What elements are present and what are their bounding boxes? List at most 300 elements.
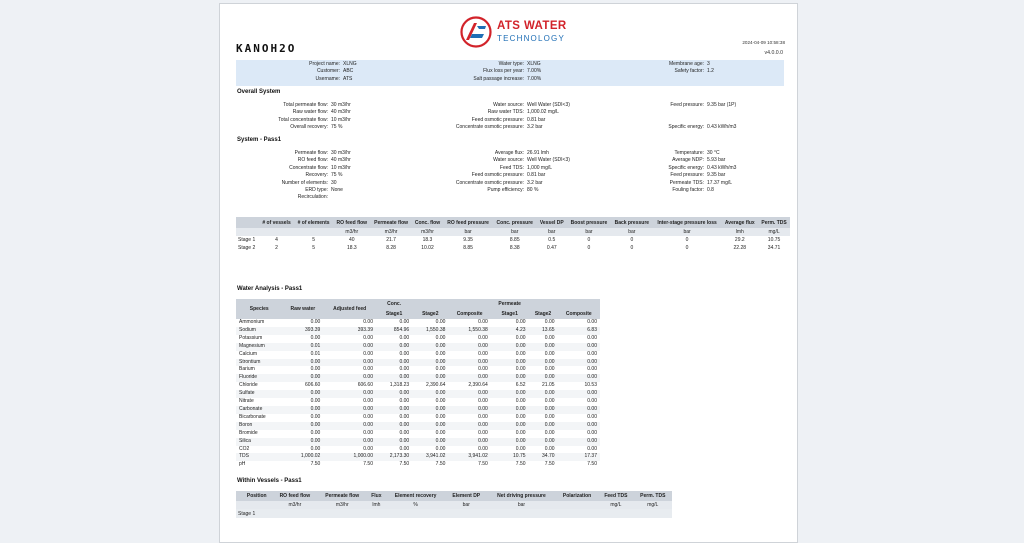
table-cell: 0.00 [529,406,558,414]
table-cell: 21.05 [542,382,555,389]
table-cell: 0.00 [478,445,488,452]
unit-cell [294,228,333,236]
table-cell: 7.50 [363,461,373,468]
col-header [236,217,259,228]
table-cell: 0.01 [282,343,323,351]
unit-cell [259,228,294,236]
table-row [236,335,600,343]
table-cell: 0.00 [412,438,448,446]
table-cell: 34.70 [529,453,558,461]
table-cell: 0 [587,245,591,251]
pass1-spec-energy-label: Specific energy: [668,164,704,171]
table-cell: 0.00 [515,413,526,420]
pass1-ndp-value: 5.93 bar [707,157,726,164]
pass1-feed-pressure-value: 9.35 bar [707,172,726,179]
table-cell: 0.00 [515,366,526,373]
table-cell: 0.00 [363,334,373,341]
table-cell: 0.00 [399,350,410,357]
table-cell: 0.00 [491,343,529,351]
username-label: Username: [315,75,340,82]
pass1-feed-osm-value: 0.81 bar [527,172,546,179]
col-header: Position [241,491,272,501]
row-label: Barium [239,366,255,373]
unit-cell: mg/L [634,501,672,509]
table-cell: 1,000.02 [282,453,323,461]
overall-col1 [278,102,351,132]
table-cell: 0.00 [412,390,448,398]
unit-cell: m3/hr [333,228,370,236]
pass1-recovery-label: Recovery: [305,172,328,179]
table-cell: 6.83 [558,327,600,335]
table-row [236,414,600,422]
col-header: Stage1 [491,309,529,319]
table-cell: 0.00 [515,429,526,436]
table-cell: 10.75 [767,237,781,243]
table-cell: 0.00 [412,343,448,351]
col-header: Stage2 [412,309,448,319]
table-cell: 3,941.02 [412,453,448,461]
table-cell: 0.00 [448,374,490,382]
col-header: # of elements [294,217,333,228]
table-cell: 0 [685,237,689,243]
table-cell: 0.00 [529,359,558,367]
row-label: Potassium [239,334,263,341]
system-pass1-title: System - Pass1 [237,137,282,143]
table-row [236,509,672,518]
table-row [236,343,600,351]
salt-passage-value: 7.00% [527,75,542,82]
overall-raw-flow-value: 40 m3/hr [331,109,351,116]
stage-table-units [236,228,790,236]
col-header: Composite [558,309,600,319]
table-cell: 0.00 [323,406,376,414]
flux-loss-label: Flux loss per year: [483,68,524,75]
row-label: Sodium [236,327,282,335]
pass1-conc-flow-label: Concentrate flow: [289,164,328,171]
table-row [236,438,600,446]
table-cell: 0.01 [310,350,321,357]
table-cell: 0.00 [515,334,526,341]
salt-passage-label: Salt passage increase: [473,75,524,82]
table-cell: 0.00 [376,406,412,414]
table-cell: 0.00 [491,359,529,367]
table-cell: 0.00 [478,319,488,325]
table-cell: 0 [587,237,591,243]
row-label: Stage 2 [238,245,256,251]
table-cell: 0.00 [448,406,490,414]
unit-cell: bar [493,228,537,236]
table-cell: 0.00 [491,438,529,446]
col-header: Back pressure [611,217,653,228]
table-cell: 0.00 [544,319,555,325]
table-row [236,461,600,469]
unit-cell: bar [445,501,487,509]
table-row [236,382,600,390]
unit-cell: lmh [721,228,758,236]
col-header: Composite [448,309,490,319]
water-type-label: Water type: [498,61,524,67]
unit-cell: lmh [367,501,386,509]
table-cell: 0.00 [544,429,555,436]
table-cell: 7.50 [515,461,526,468]
water-analysis-title: Water Analysis - Pass1 [237,286,303,292]
overall-conc-osm-value: 3.2 bar [527,124,543,131]
table-cell: 7.50 [435,461,446,468]
table-cell: 0.00 [282,374,323,382]
col-header: Species [236,299,282,319]
table-cell: 0.00 [529,438,558,446]
table-row [236,319,600,327]
table-cell: 0.00 [491,390,529,398]
table-cell: 0.00 [435,429,446,436]
membrane-age-value: 3 [707,61,710,67]
pass1-fouling-label: Fouling factor: [672,187,704,194]
table-cell: 0.00 [587,413,597,420]
pass1-col1 [281,150,351,201]
table-cell: 40 [349,237,355,243]
pass1-temp-value: 30 °C [707,150,720,156]
overall-conc-flow-value: 10 m3/hr [331,116,351,123]
table-cell: 0.00 [478,429,488,436]
table-cell: 9.35 [463,237,473,243]
table-cell: 0.47 [546,245,557,251]
table-cell: 0.00 [558,359,600,367]
table-cell: 0.00 [376,359,412,367]
logo-line2: TECHNOLOGY [497,33,566,43]
table-row [236,390,600,398]
project-info-col1 [309,61,357,83]
pass1-temp-label: Temperature: [674,150,704,156]
table-cell: 0.00 [587,334,597,341]
table-row [236,446,600,454]
table-cell: 0.00 [587,398,597,405]
col-header: Permeate [491,299,529,309]
table-cell: 0.00 [310,366,321,373]
table-cell: 0.00 [376,438,412,446]
project-info-col3 [668,61,714,76]
table-cell: 17.37 [558,453,600,461]
pass1-avg-flux-label: Average flux: [494,150,524,156]
company-logo [460,13,567,51]
table-cell: 0.00 [435,413,446,420]
col-header [558,299,600,309]
pass1-elements-value: 30 [331,179,337,186]
col-header: Conc. pressure [493,217,537,228]
within-vessels-title: Within Vessels - Pass1 [237,478,302,484]
table-cell: 8.85 [463,245,473,251]
table-cell: 0.00 [412,374,448,382]
col-header: Permeate flow [317,491,367,501]
overall-raw-tds-label: Raw water TDS: [487,109,524,116]
table-cell: 6.52 [515,382,526,389]
unit-cell [236,228,259,236]
table-cell: 0.00 [558,343,600,351]
table-cell: 29.2 [734,237,745,243]
table-cell: 0.00 [376,343,412,351]
table-cell: 0.00 [529,390,558,398]
table-cell: 0.00 [558,374,600,382]
table-cell: 0.00 [515,398,526,405]
unit-cell: m3/hr [317,501,367,509]
pass1-water-source-value: Well Water (SDI<3) [527,157,570,164]
col-header: Vessel DP [537,217,567,228]
pass1-recovery-value: 75 % [331,172,343,179]
unit-cell: bar [537,228,567,236]
table-cell: 0.00 [544,398,555,405]
table-cell: 0.00 [363,398,373,405]
customer-label: Customer: [316,68,340,75]
table-cell: 0.00 [544,334,555,341]
table-cell: 0.00 [310,398,321,405]
table-cell: 0.00 [435,398,446,405]
table-cell: 0.00 [491,422,529,430]
table-cell: 0.00 [412,359,448,367]
col-header: Average flux [721,217,758,228]
table-cell: 1,550.38 [412,327,448,335]
overall-recovery-value: 75 % [331,124,343,131]
overall-recovery-label: Overall recovery: [290,124,328,131]
safety-factor-label: Safety factor: [674,68,704,75]
table-row [236,422,600,430]
row-label: Chloride [239,382,258,389]
project-name-label: Project name: [309,61,340,67]
pass1-perm-flow-value: 30 m3/hr [331,150,351,156]
table-cell: 0.00 [435,319,446,325]
stage-table-body [236,236,790,252]
table-cell: 21.7 [386,237,396,243]
table-cell: 0.00 [310,413,321,420]
table-cell: 8.28 [386,245,396,251]
col-header: Feed TDS [598,491,633,501]
table-cell: 0 [630,245,634,251]
col-header: Permeate flow [371,217,412,228]
row-label: Bromide [239,429,258,436]
table-cell: 2,390.64 [468,382,488,389]
logo-line1: ATS WATER [497,20,567,33]
overall-system-title: Overall System [237,89,281,95]
table-cell: 393.39 [282,327,323,335]
table-cell: 0.00 [587,445,597,452]
table-cell: 0.00 [399,319,410,325]
table-cell: 0.00 [323,438,376,446]
membrane-age-label: Membrane age: [668,61,704,67]
table-cell: 0.00 [558,406,600,414]
row-label: CO2 [239,445,250,452]
unit-cell: % [386,501,446,509]
pass1-perm-tds-label: Permeate TDS: [669,179,704,186]
table-row [236,327,600,335]
overall-water-source-value: Well Water (SDI<3) [527,102,570,108]
pass1-erd-value: None [331,187,343,194]
table-cell: 0.00 [323,359,376,367]
table-cell: 0.00 [363,445,373,452]
table-cell: 2 [275,245,278,251]
table-cell: 18.3 [346,245,357,251]
col-header: # of vessels [259,217,294,228]
overall-spec-energy-value: 0.43 kWh/m3 [707,124,737,131]
row-label: Ammonium [239,319,265,325]
pass1-col3 [668,150,737,194]
table-cell: 0.00 [448,343,490,351]
unit-cell [556,501,598,509]
pass1-perm-flow-label: Permeate flow: [294,150,328,156]
unit-cell: mg/L [758,228,790,236]
overall-feed-osm-value: 0.81 bar [527,116,546,123]
table-cell: 4 [275,237,278,243]
table-row [236,244,790,252]
unit-cell: bar [487,501,556,509]
table-cell: 606.60 [357,382,373,389]
table-cell: 34.71 [767,245,781,251]
water-type-value: XLNG [527,61,541,67]
unit-cell: bar [611,228,653,236]
overall-conc-osm-label: Concentrate osmotic pressure: [455,124,524,131]
overall-spec-energy-label: Specific energy: [668,124,704,131]
table-cell: 0.00 [363,366,373,373]
table-cell: 7.50 [544,461,555,468]
table-cell: 0.00 [529,422,558,430]
project-info-col2 [473,61,542,83]
overall-col3 [668,102,737,132]
row-label: Calcium [239,350,258,357]
pass1-conc-osm-label: Concentrate osmotic pressure: [455,179,524,186]
stage-summary-table [236,217,790,252]
table-cell: 0.00 [310,445,321,452]
flux-loss-value: 7.00% [527,68,542,75]
table-cell: 1,000.00 [323,453,376,461]
pass1-avg-flux-value: 26.91 lmh [527,150,549,156]
overall-feed-osm-label: Feed osmotic pressure: [471,116,524,123]
table-cell: 5 [312,237,315,243]
software-version: v4.0.0.0 [764,50,783,56]
col-header: Net driving pressure [487,491,556,501]
table-cell: 0.00 [399,413,410,420]
table-cell: 0.00 [448,359,490,367]
table-cell: 0.00 [323,343,376,351]
table-row [236,398,600,406]
username-value: ATS [343,75,353,82]
table-cell: 18.3 [422,237,433,243]
table-cell: 393.39 [323,327,376,335]
col-header [412,299,448,309]
stage-label: Stage 1 [236,509,672,518]
col-header: Boost pressure [567,217,611,228]
row-label: Boron [236,422,282,430]
table-cell: 0.00 [435,366,446,373]
table-cell: 0.00 [323,374,376,382]
unit-cell: mg/L [598,501,633,509]
table-cell: 0.00 [491,374,529,382]
col-header: Raw water [282,299,323,319]
col-header: Conc. flow [412,217,444,228]
table-cell: 0.00 [282,390,323,398]
overall-water-source-label: Water source: [493,102,524,108]
pass1-ndp-label: Average NDP: [672,157,704,164]
unit-cell: m3/hr [371,228,412,236]
wv-units [236,501,672,509]
col-header: Perm. TDS [634,491,672,501]
customer-value: ABC [343,68,354,75]
table-cell: 2,390.64 [425,382,446,389]
table-cell: 0.00 [515,350,526,357]
col-header: RO feed pressure [443,217,493,228]
table-cell: 7.50 [310,461,321,468]
pass1-perm-tds-value: 17.37 mg/L [707,179,733,186]
pass1-feed-tds-label: Feed TDS: [499,164,524,171]
table-cell: 0.00 [558,422,600,430]
water-analysis-body [236,319,600,469]
table-cell: 854.96 [376,327,412,335]
table-cell: 0.00 [310,334,321,341]
pass1-pump-eff-label: Pump efficiency: [487,187,524,194]
table-cell: 8.38 [509,245,520,251]
table-cell: 7.50 [587,461,597,468]
table-cell: 0.00 [515,319,526,325]
project-name-value: XLNG [343,61,357,67]
table-cell: 0.00 [435,445,446,452]
table-cell: 606.60 [305,382,321,389]
table-cell: 0.00 [478,366,488,373]
safety-factor-value: 1.2 [707,68,714,75]
table-cell: 0.00 [399,429,410,436]
table-cell: 0.00 [478,350,488,357]
table-cell: 10.02 [421,245,434,251]
table-cell: 22.28 [733,245,747,251]
table-cell: 0.00 [435,350,446,357]
table-cell: 0.00 [363,429,373,436]
pass1-col2 [455,150,570,194]
overall-col2 [455,102,570,132]
table-cell: 0.00 [282,406,323,414]
unit-cell: bar [443,228,493,236]
table-cell: 0.00 [376,390,412,398]
row-label: Sulfate [236,390,282,398]
table-row [236,374,600,382]
col-header: Element recovery [386,491,446,501]
within-vessels-table [236,491,672,518]
row-label: Magnesium [236,343,282,351]
table-cell: 0.00 [448,422,490,430]
stage-table-header [236,217,790,228]
table-cell: 0.00 [310,429,321,436]
col-header: Stage2 [529,309,558,319]
wv-header [236,491,672,501]
pass1-conc-osm-value: 3.2 bar [527,179,543,186]
table-cell: 0.00 [282,438,323,446]
overall-conc-flow-label: Total concentrate flow: [278,116,328,123]
table-cell: 0.00 [399,366,410,373]
table-cell: 0 [630,237,634,243]
table-row [236,453,600,461]
pass1-pump-eff-value: 80 % [527,187,539,194]
unit-cell: bar [653,228,722,236]
table-cell: 0.00 [399,398,410,405]
col-header: Inter-stage pressure loss [653,217,722,228]
table-cell: 0 [685,245,689,251]
table-cell: 0.00 [363,319,373,325]
pass1-feed-tds-value: 1,000 mg/L [527,164,553,171]
pass1-conc-flow-value: 10 m3/hr [331,164,351,171]
pass1-elements-label: Number of elements: [281,179,328,186]
pass1-feed-osm-label: Feed osmotic pressure: [471,172,524,179]
table-cell: 10.53 [584,382,597,389]
overall-raw-tds-value: 1,000.02 mg/L [527,109,559,116]
table-cell: 3,941.02 [448,453,490,461]
table-row [236,236,790,244]
row-label: Strontium [236,359,282,367]
report-page [219,3,798,543]
table-cell: 0.00 [529,374,558,382]
